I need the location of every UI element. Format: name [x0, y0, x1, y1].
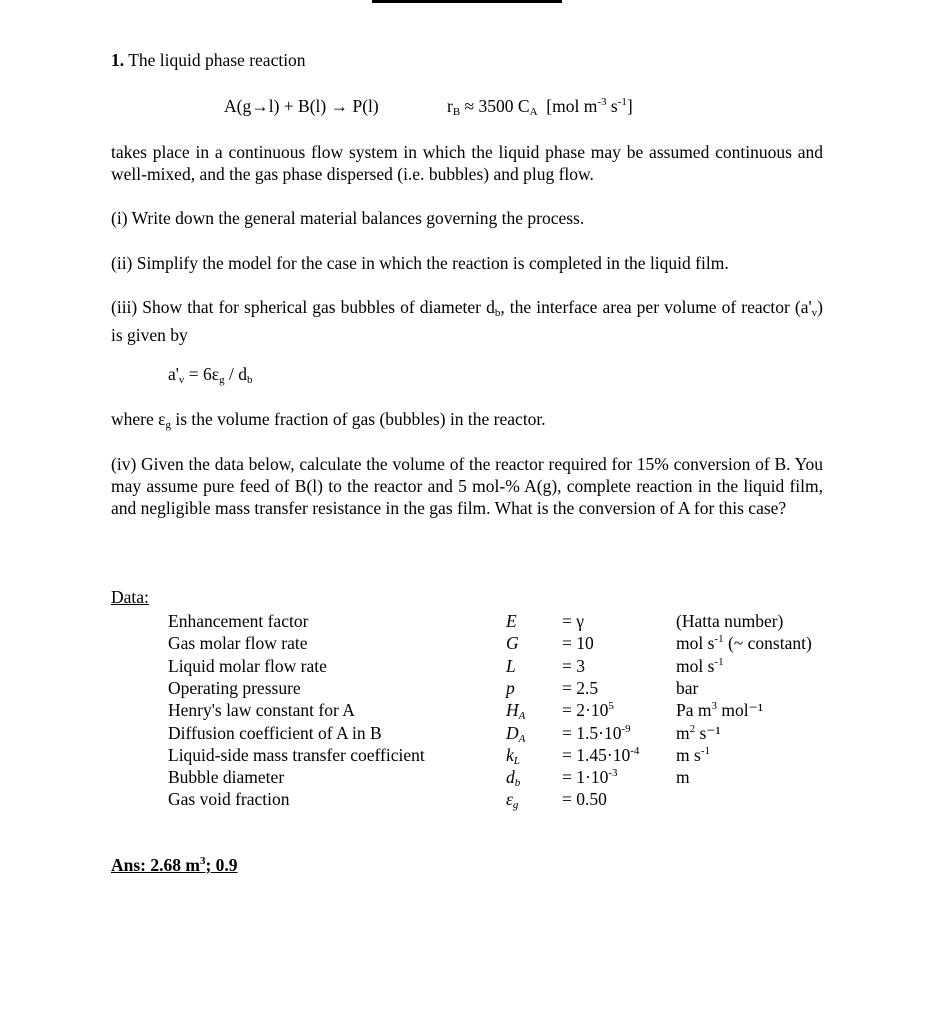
rate-symbol: r — [447, 96, 453, 116]
data-unit — [676, 744, 710, 766]
data-value — [562, 610, 584, 632]
data-value-main: = 1.5·10 — [562, 722, 622, 743]
rate-units-exp2: -1 — [617, 96, 627, 108]
formula-eps-sub: g — [219, 374, 225, 386]
data-label: Diffusion coefficient of A in B — [168, 722, 382, 743]
data-row — [0, 788, 933, 810]
part-iii-text-c: , the interface area per volume of reactor (a' — [500, 297, 812, 317]
data-symbol-main: H — [506, 700, 519, 721]
data-row — [0, 744, 933, 766]
data-symbol-main: p — [506, 677, 515, 698]
data-unit-main: m — [676, 722, 690, 743]
interface-area-formula — [168, 364, 253, 386]
part-ii: (ii) Simplify the model for the case in which the reaction is completed in the liquid film. — [111, 253, 729, 273]
data-symbol-main: G — [506, 633, 519, 654]
data-unit-main: Pa m — [676, 700, 712, 721]
question-intro: The liquid phase reaction — [128, 50, 306, 70]
part-iii — [111, 296, 823, 346]
data-label: Liquid-side mass transfer coefficient — [168, 744, 425, 765]
data-unit — [676, 722, 721, 744]
data-value — [562, 632, 594, 654]
where-clause — [111, 408, 546, 436]
data-value-main: = 2·10 — [562, 700, 609, 721]
data-value-sup: 5 — [608, 700, 614, 713]
data-symbol-main: d — [506, 767, 515, 788]
data-row — [0, 722, 933, 744]
where-text-b: is the volume fraction of gas (bubbles) in the reactor. — [170, 409, 546, 429]
part-iii-sub-b: b — [494, 307, 501, 319]
data-unit-sup: -1 — [700, 744, 710, 757]
data-value — [562, 722, 631, 744]
data-unit — [676, 632, 812, 654]
data-row — [0, 766, 933, 788]
data-unit-post: s⁻¹ — [695, 722, 721, 743]
rate-expr: ≈ 3500 C — [460, 96, 530, 116]
data-symbol-main: D — [506, 722, 519, 743]
part-iii-text-a: (iii) Show that for spherical gas bubbles of diameter d — [111, 297, 495, 317]
data-label: Enhancement factor — [168, 611, 309, 631]
data-unit — [676, 610, 783, 632]
rate-units-mid: s — [606, 96, 618, 116]
formula-eq: = 6ε — [184, 364, 220, 384]
rate-units-pre: [mol m — [537, 96, 598, 116]
data-unit-main: mol s — [676, 655, 715, 676]
data-unit — [676, 699, 763, 721]
data-value-main: = 3 — [562, 655, 585, 676]
data-unit-main: m — [676, 767, 690, 788]
data-heading: Data: — [111, 587, 149, 607]
data-symbol-sub: A — [518, 732, 526, 745]
where-sub: g — [165, 419, 171, 431]
data-row — [0, 632, 933, 654]
question-number: 1. — [111, 50, 125, 70]
data-value-main: = 2.5 — [562, 677, 599, 698]
data-symbol-sub: g — [512, 799, 519, 812]
data-value — [562, 655, 585, 677]
data-unit-sup: -1 — [714, 633, 724, 646]
data-label: Bubble diameter — [168, 767, 285, 788]
data-value — [562, 744, 639, 766]
data-unit-main: m s — [676, 744, 701, 765]
answer — [111, 855, 238, 876]
data-unit-main: mol s — [676, 633, 715, 654]
part-i: (i) Write down the general material balances governing the process. — [111, 208, 585, 228]
data-value-main: = γ — [562, 611, 584, 631]
data-symbol-sub: L — [513, 754, 520, 767]
data-row — [0, 677, 933, 699]
data-unit-main: bar — [676, 677, 699, 698]
data-value — [562, 677, 598, 699]
formula-lhs-sub: v — [178, 374, 185, 386]
formula-div: / d — [224, 364, 248, 384]
data-symbol-main: L — [506, 655, 516, 676]
rate-expression — [447, 96, 633, 118]
data-unit-sup: -1 — [714, 655, 724, 668]
data-label: Henry's law constant for A — [168, 700, 355, 721]
data-unit — [676, 655, 724, 677]
data-symbol-main: E — [506, 611, 517, 631]
data-symbol-main: k — [506, 744, 514, 765]
answer-prefix: Ans: 2.68 m — [111, 855, 200, 875]
question-description: takes place in a continuous flow system in which the liquid phase may be assumed continuous and well-mixed, and the gas phase dispersed (i.e. bubbles) and plug flow. — [111, 142, 823, 184]
data-value-sup: -9 — [621, 722, 631, 735]
data-label: Operating pressure — [168, 677, 301, 698]
data-value — [562, 788, 607, 810]
data-label: Gas void fraction — [168, 789, 290, 810]
data-unit — [676, 766, 690, 788]
data-value-main: = 1.45·10 — [562, 744, 631, 765]
top-rule — [372, 0, 562, 3]
data-symbol — [506, 788, 518, 816]
data-unit-main: (Hatta number) — [676, 611, 784, 631]
answer-suffix: ; 0.9 — [205, 855, 238, 875]
data-value-main: = 1·10 — [562, 767, 609, 788]
part-iii-sub-v: v — [811, 307, 818, 319]
data-symbol-sub: b — [514, 777, 521, 790]
data-value-sup: -4 — [630, 744, 640, 757]
rate-subscript: B — [452, 106, 461, 118]
data-value-main: = 10 — [562, 633, 594, 654]
data-row — [0, 610, 933, 632]
data-symbol-sub: A — [518, 710, 526, 723]
reaction-equation: A(g→l) + B(l) → P(l) — [224, 96, 379, 116]
rate-units-post: ] — [626, 96, 633, 116]
data-unit — [676, 677, 698, 699]
data-symbol-main: ε — [506, 789, 513, 810]
data-value — [562, 699, 614, 721]
data-value-sup: -3 — [608, 767, 618, 780]
data-unit-sup: 3 — [711, 700, 717, 713]
data-value — [562, 766, 618, 788]
data-unit-sup: 2 — [689, 722, 696, 735]
data-unit-post: mol⁻¹ — [717, 700, 764, 721]
data-row — [0, 699, 933, 721]
answer-sup: 3 — [199, 855, 206, 867]
where-text-a: where ε — [111, 409, 166, 429]
rate-expr-subscript: A — [529, 106, 538, 118]
data-label: Gas molar flow rate — [168, 633, 308, 654]
formula-d-sub: b — [247, 374, 253, 386]
question-heading — [111, 50, 306, 71]
data-unit-post: (~ constant) — [723, 633, 812, 654]
rate-units-exp1: -3 — [597, 96, 607, 108]
formula-lhs: a' — [168, 364, 179, 384]
data-label: Liquid molar flow rate — [168, 655, 327, 676]
data-value-main: = 0.50 — [562, 789, 607, 810]
part-iv: (iv) Given the data below, calculate the volume of the reactor required for 15% conversion of B. You may assume pure feed of B(l) to the reactor and 5 mol-% A(g), complete reaction in the liquid film, and negligible mass transfer resistance in the gas film. What is the conversion of A for this case? — [111, 454, 823, 518]
data-row — [0, 655, 933, 677]
part-iii-text-e: ) is given by — [111, 297, 823, 345]
